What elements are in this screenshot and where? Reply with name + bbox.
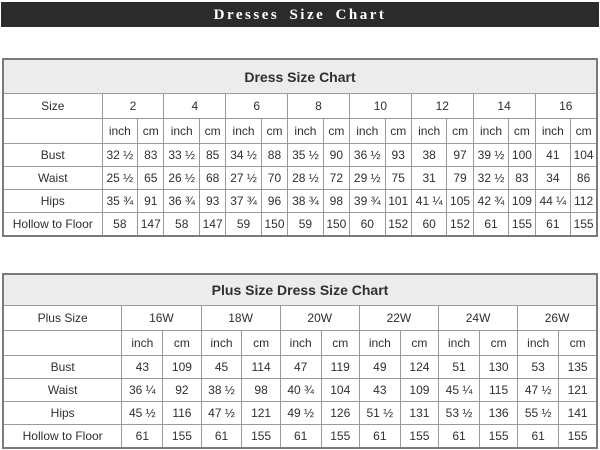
measurement-row-label: Hollow to Floor [3,213,102,237]
unit-inch-header-cell: inch [288,119,324,144]
measurement-inch-cell: 41 [535,144,571,167]
unit-cm-header-cell: cm [163,331,201,356]
unit-inch-header-cell: inch [411,119,447,144]
measurement-cm-cell: 147 [138,213,164,237]
measurement-cm-cell: 155 [321,425,359,449]
measurement-inch-cell: 44 ¼ [535,190,571,213]
measurement-inch-cell: 61 [535,213,571,237]
dress-size-chart-table [2,58,598,237]
data-row [3,190,597,213]
unit-inch-header-cell: inch [164,119,200,144]
data-row [3,356,597,379]
measurement-inch-cell: 47 ½ [518,379,559,402]
measurement-inch-cell: 61 [122,425,163,449]
measurement-cm-cell: 93 [385,144,411,167]
measurement-cm-cell: 79 [447,167,473,190]
measurement-cm-cell: 109 [163,356,201,379]
size-charts-container [0,58,600,449]
unit-inch-header-cell: inch [201,331,242,356]
title-row [3,274,597,306]
measurement-cm-cell: 141 [559,402,597,425]
measurement-cm-cell: 150 [261,213,287,237]
unit-cm-header-cell: cm [447,119,473,144]
measurement-cm-cell: 92 [163,379,201,402]
measurement-inch-cell: 38 ¾ [288,190,324,213]
measurement-cm-cell: 155 [571,213,597,237]
unit-inch-header-cell: inch [473,119,509,144]
measurement-cm-cell: 70 [261,167,287,190]
size-header-cell: 22W [359,306,438,331]
measurement-inch-cell: 61 [280,425,321,449]
unit-inch-header-cell: inch [535,119,571,144]
measurement-inch-cell: 45 ¼ [439,379,480,402]
measurement-cm-cell: 152 [447,213,473,237]
measurement-cm-cell: 90 [323,144,349,167]
measurement-inch-cell: 27 ½ [226,167,262,190]
unit-cm-header-cell: cm [480,331,518,356]
size-label-cell: Size [3,94,102,119]
measurement-inch-cell: 33 ½ [164,144,200,167]
measurement-inch-cell: 58 [164,213,200,237]
measurement-inch-cell: 35 ½ [288,144,324,167]
measurement-inch-cell: 34 ½ [226,144,262,167]
size-header-cell: 16 [535,94,597,119]
measurement-cm-cell: 112 [571,190,597,213]
size-row [3,94,597,119]
unit-cm-header-cell: cm [261,119,287,144]
measurement-inch-cell: 42 ¾ [473,190,509,213]
measurement-cm-cell: 105 [447,190,473,213]
data-row [3,425,597,449]
measurement-cm-cell: 121 [242,402,280,425]
measurement-inch-cell: 41 ¼ [411,190,447,213]
size-header-cell: 14 [473,94,535,119]
measurement-cm-cell: 96 [261,190,287,213]
unit-cm-header-cell: cm [571,119,597,144]
unit-label-spacer-cell [3,119,102,144]
unit-row [3,119,597,144]
size-header-cell: 12 [411,94,473,119]
measurement-cm-cell: 131 [400,402,438,425]
measurement-row-label: Bust [3,356,122,379]
measurement-inch-cell: 59 [288,213,324,237]
measurement-inch-cell: 47 [280,356,321,379]
size-header-cell: 8 [288,94,350,119]
measurement-cm-cell: 83 [138,144,164,167]
unit-cm-header-cell: cm [559,331,597,356]
unit-cm-header-cell: cm [385,119,411,144]
measurement-inch-cell: 49 ½ [280,402,321,425]
measurement-row-label: Bust [3,144,102,167]
size-header-cell: 6 [226,94,288,119]
unit-cm-header-cell: cm [200,119,226,144]
measurement-inch-cell: 26 ½ [164,167,200,190]
measurement-inch-cell: 36 ¾ [164,190,200,213]
data-row [3,167,597,190]
unit-row [3,331,597,356]
unit-inch-header-cell: inch [280,331,321,356]
measurement-cm-cell: 135 [559,356,597,379]
unit-cm-header-cell: cm [138,119,164,144]
measurement-cm-cell: 115 [480,379,518,402]
measurement-row-label: Waist [3,167,102,190]
data-row [3,379,597,402]
measurement-cm-cell: 83 [509,167,535,190]
measurement-inch-cell: 40 ¾ [280,379,321,402]
measurement-inch-cell: 35 ¾ [102,190,138,213]
measurement-inch-cell: 49 [359,356,400,379]
measurement-row-label: Hips [3,402,122,425]
unit-cm-header-cell: cm [321,331,359,356]
measurement-inch-cell: 43 [359,379,400,402]
measurement-inch-cell: 34 [535,167,571,190]
unit-inch-header-cell: inch [518,331,559,356]
measurement-cm-cell: 130 [480,356,518,379]
measurement-inch-cell: 45 [201,356,242,379]
unit-inch-header-cell: inch [102,119,138,144]
measurement-cm-cell: 98 [242,379,280,402]
size-header-cell: 2 [102,94,164,119]
measurement-cm-cell: 109 [400,379,438,402]
measurement-cm-cell: 155 [480,425,518,449]
measurement-cm-cell: 155 [163,425,201,449]
size-header-cell: 18W [201,306,280,331]
size-header-cell: 24W [439,306,518,331]
measurement-cm-cell: 147 [200,213,226,237]
measurement-cm-cell: 98 [323,190,349,213]
measurement-cm-cell: 75 [385,167,411,190]
data-row [3,144,597,167]
measurement-inch-cell: 45 ½ [122,402,163,425]
table-title: Plus Size Dress Size Chart [3,274,597,306]
unit-cm-header-cell: cm [509,119,535,144]
measurement-inch-cell: 61 [359,425,400,449]
unit-cm-header-cell: cm [242,331,280,356]
measurement-inch-cell: 39 ¾ [349,190,385,213]
measurement-cm-cell: 104 [321,379,359,402]
measurement-inch-cell: 25 ½ [102,167,138,190]
measurement-inch-cell: 61 [439,425,480,449]
measurement-inch-cell: 61 [518,425,559,449]
measurement-cm-cell: 88 [261,144,287,167]
plus-size-dress-size-chart-table [2,273,598,449]
table-title: Dress Size Chart [3,59,597,94]
measurement-cm-cell: 85 [200,144,226,167]
measurement-cm-cell: 152 [385,213,411,237]
measurement-inch-cell: 53 [518,356,559,379]
measurement-inch-cell: 29 ½ [349,167,385,190]
measurement-row-label: Hollow to Floor [3,425,122,449]
measurement-inch-cell: 28 ½ [288,167,324,190]
size-header-cell: 10 [349,94,411,119]
measurement-cm-cell: 93 [200,190,226,213]
measurement-cm-cell: 86 [571,167,597,190]
measurement-inch-cell: 39 ½ [473,144,509,167]
measurement-cm-cell: 126 [321,402,359,425]
measurement-inch-cell: 61 [473,213,509,237]
unit-inch-header-cell: inch [359,331,400,356]
measurement-inch-cell: 60 [411,213,447,237]
unit-inch-header-cell: inch [226,119,262,144]
measurement-inch-cell: 32 ½ [473,167,509,190]
size-header-cell: 20W [280,306,359,331]
unit-inch-header-cell: inch [349,119,385,144]
unit-inch-header-cell: inch [122,331,163,356]
measurement-cm-cell: 121 [559,379,597,402]
measurement-cm-cell: 114 [242,356,280,379]
measurement-cm-cell: 109 [509,190,535,213]
measurement-cm-cell: 68 [200,167,226,190]
measurement-cm-cell: 65 [138,167,164,190]
measurement-row-label: Waist [3,379,122,402]
measurement-cm-cell: 150 [323,213,349,237]
measurement-inch-cell: 32 ½ [102,144,138,167]
page-title: Dresses Size Chart [213,7,387,23]
page-header-bar [1,2,599,27]
data-row [3,402,597,425]
measurement-inch-cell: 38 ½ [201,379,242,402]
data-row [3,213,597,237]
measurement-inch-cell: 36 ½ [349,144,385,167]
measurement-cm-cell: 136 [480,402,518,425]
unit-inch-header-cell: inch [439,331,480,356]
measurement-cm-cell: 97 [447,144,473,167]
measurement-inch-cell: 47 ½ [201,402,242,425]
measurement-inch-cell: 38 [411,144,447,167]
measurement-cm-cell: 104 [571,144,597,167]
measurement-cm-cell: 155 [242,425,280,449]
measurement-inch-cell: 58 [102,213,138,237]
measurement-cm-cell: 101 [385,190,411,213]
measurement-inch-cell: 59 [226,213,262,237]
measurement-inch-cell: 55 ½ [518,402,559,425]
size-row [3,306,597,331]
measurement-inch-cell: 51 [439,356,480,379]
measurement-inch-cell: 37 ¾ [226,190,262,213]
measurement-inch-cell: 43 [122,356,163,379]
measurement-inch-cell: 61 [201,425,242,449]
size-header-cell: 26W [518,306,597,331]
measurement-inch-cell: 31 [411,167,447,190]
unit-cm-header-cell: cm [323,119,349,144]
measurement-cm-cell: 124 [400,356,438,379]
measurement-cm-cell: 155 [400,425,438,449]
measurement-cm-cell: 155 [509,213,535,237]
measurement-cm-cell: 91 [138,190,164,213]
measurement-inch-cell: 51 ½ [359,402,400,425]
size-header-cell: 16W [122,306,201,331]
measurement-inch-cell: 60 [349,213,385,237]
measurement-cm-cell: 100 [509,144,535,167]
unit-cm-header-cell: cm [400,331,438,356]
measurement-inch-cell: 53 ½ [439,402,480,425]
measurement-row-label: Hips [3,190,102,213]
measurement-cm-cell: 155 [559,425,597,449]
size-header-cell: 4 [164,94,226,119]
size-label-cell: Plus Size [3,306,122,331]
unit-label-spacer-cell [3,331,122,356]
measurement-inch-cell: 36 ¼ [122,379,163,402]
measurement-cm-cell: 72 [323,167,349,190]
title-row [3,59,597,94]
measurement-cm-cell: 116 [163,402,201,425]
measurement-cm-cell: 119 [321,356,359,379]
